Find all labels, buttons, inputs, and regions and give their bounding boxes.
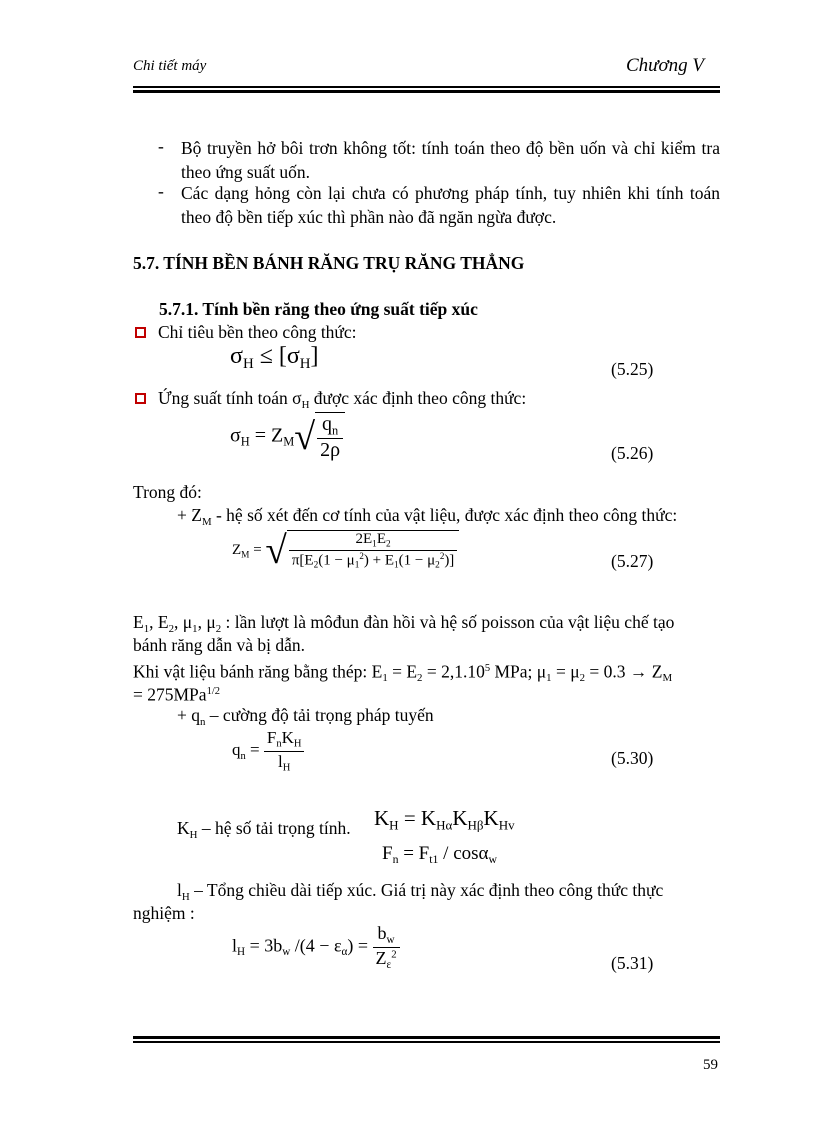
formula-5-31: $l_H = 3b_w$ $/(4 - \varepsilon_\alpha)$ = $\frac{b_w}{Z_\varepsilon^2}$ bbox=[232, 923, 400, 971]
qn-description: + $q_n$ – cường độ tải trọng pháp tuyến bbox=[177, 705, 434, 728]
zm-description: + $Z_M$ - hệ số xét đến cơ tính của vật liệu, được xác định theo công thức: bbox=[177, 505, 678, 528]
formula-kh: $K_H = K_{H\alpha}K_{H\beta}K_{Hv}$ bbox=[374, 806, 515, 833]
bullet-text: Ứng suất tính toán $\sigma_H$ được xác định theo công thức: bbox=[158, 388, 527, 411]
header-rule-top bbox=[133, 86, 720, 88]
material-params-cont: bánh răng dẫn và bị dẫn. bbox=[133, 635, 306, 655]
formula-5-26: $\sigma_H = Z_M√$ $\frac{q_n}{2\rho}$ bbox=[230, 412, 345, 462]
list-item: Bộ truyền hở bôi trơn không tốt: tính toán theo độ bền uốn và chỉ kiểm tra theo ứng suất uốn. bbox=[181, 138, 720, 182]
footer-rule-top bbox=[133, 1036, 720, 1039]
list-dash: - bbox=[158, 181, 164, 201]
square-bullet-icon bbox=[135, 393, 146, 404]
header-left-title: Chi tiết máy bbox=[133, 58, 207, 74]
footer-rule-bottom bbox=[133, 1041, 720, 1043]
formula-5-27: $Z_M$ = √ $\frac{2E_1E_2}{\pi[E_2(1 - \mu_1^2) + E_1(1 - \mu_2^2)]}$ bbox=[232, 530, 459, 571]
formula-5-25: $\sigma_H \le [\sigma_H]$ bbox=[230, 343, 319, 373]
page-number: 59 bbox=[703, 1057, 718, 1073]
steel-values: Khi vật liệu bánh răng bằng thép: $E_1 = E_2 = 2,1.10^5$ MPa; $\mu_1 = \mu_2 = 0.3 \to Z_M$ bbox=[133, 661, 673, 685]
section-title: 5.7. TÍNH BỀN BÁNH RĂNG TRỤ RĂNG THẲNG bbox=[133, 253, 525, 273]
subsection-title: 5.7.1. Tính bền răng theo ứng suất tiếp xúc bbox=[159, 299, 478, 319]
material-params: $E_1$, $E_2$, $\mu_1$, $\mu_2$ : lần lượt là môđun đàn hồi và hệ số poisson của vật liệu chế tạo bbox=[133, 612, 675, 635]
formula-fn: $F_n = F_{t1} / \cos\alpha_w$ bbox=[382, 843, 497, 867]
trong-do-label: Trong đó: bbox=[133, 482, 202, 502]
square-bullet-icon bbox=[135, 327, 146, 338]
list-dash: - bbox=[158, 136, 164, 156]
steel-values-cont: = 275MPa$^{1/2}$ bbox=[133, 684, 220, 705]
equation-number: (5.26) bbox=[611, 443, 654, 463]
kh-description: $K_H$ – hệ số tải trọng tính. bbox=[177, 818, 351, 841]
header-rule-bottom bbox=[133, 90, 720, 93]
lh-description-cont: nghiệm : bbox=[133, 903, 195, 923]
equation-number: (5.30) bbox=[611, 748, 654, 768]
equation-number: (5.27) bbox=[611, 551, 654, 571]
list-item: Các dạng hỏng còn lại chưa có phương pháp tính, tuy nhiên khi tính toán theo độ bền tiếp xúc thì phần nào đã ngăn ngừa được. bbox=[181, 183, 720, 227]
bullet-text: Chỉ tiêu bền theo công thức: bbox=[158, 322, 357, 342]
formula-5-30: $q_n$ = $\frac{F_nK_H}{l_H}$ bbox=[232, 728, 304, 775]
lh-description: $l_H$ – Tổng chiều dài tiếp xúc. Giá trị này xác định theo công thức thực bbox=[177, 880, 664, 903]
equation-number: (5.31) bbox=[611, 953, 654, 973]
equation-number: (5.25) bbox=[611, 359, 654, 379]
header-chapter-title: Chương V bbox=[626, 55, 705, 76]
